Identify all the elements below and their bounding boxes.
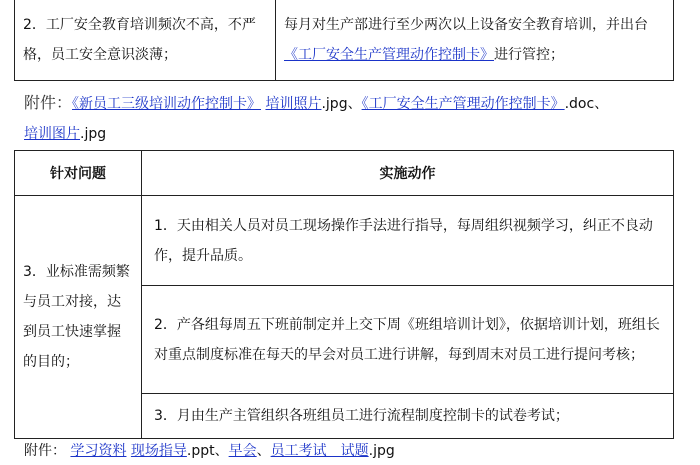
action-text-suffix: 进行管控； [494, 47, 564, 63]
attachments-label: 附件： [24, 443, 66, 459]
attachment-ext: .jpg [80, 126, 107, 142]
attachments-label: 附件： [24, 93, 73, 112]
safety-control-card-link[interactable]: 《工厂安全生产管理动作控制卡》 [284, 47, 494, 63]
problem-text: 2．工厂安全教育培训频次不高，不严格，员工安全意识淡薄； [23, 17, 256, 63]
attachment-link[interactable]: 早会 [228, 443, 257, 459]
action-step: 3．月由生产主管组织各班组员工进行流程制度控制卡的试卷考试； [142, 394, 674, 439]
attachment-link[interactable]: 《工厂安全生产管理动作控制卡》 [361, 96, 565, 112]
action-cell [276, 0, 674, 81]
attachment-link[interactable]: 《新员工三级培训动作控制卡》 [72, 96, 262, 112]
header-problem: 针对问题 [15, 151, 142, 196]
problem-cell [15, 0, 276, 81]
measure-table-2 [14, 150, 674, 439]
attachment-link[interactable]: 现场指导 [130, 443, 187, 459]
header-action: 实施动作 [142, 151, 674, 196]
attachments-1 [24, 88, 684, 149]
attachment-ext: .doc、 [564, 96, 609, 112]
action-text-prefix: 每月对生产部进行至少两次以上设备安全教育培训，并出台 [284, 17, 648, 33]
problem-cell: 3．业标准需频繁与员工对接，达到员工快速掌握的目的； [15, 196, 142, 439]
attachment-link[interactable]: 员工考试 试题 [270, 443, 369, 459]
attachment-ext: .jpg、 [321, 96, 362, 112]
attachment-ext: .ppt、 [186, 443, 229, 459]
attachment-link[interactable]: 学习资料 [70, 443, 127, 459]
measure-table-1 [14, 0, 674, 81]
attachments-2 [24, 440, 395, 462]
action-step: 2．产各组每周五下班前制定并上交下周《班组培训计划》，依据培训计划，班组长对重点制度标准在每天的早会对员工进行讲解，每到周末对员工进行提问考核； [142, 286, 674, 394]
attachment-link[interactable]: 培训图片 [24, 126, 80, 142]
attachment-link[interactable]: 培训照片 [265, 96, 322, 112]
action-step: 1．天由相关人员对员工现场操作手法进行指导，每周组织视频学习，纠正不良动作，提升品质。 [142, 196, 674, 286]
attachment-ext: .jpg [368, 443, 395, 459]
attachment-ext: 、 [256, 443, 271, 459]
